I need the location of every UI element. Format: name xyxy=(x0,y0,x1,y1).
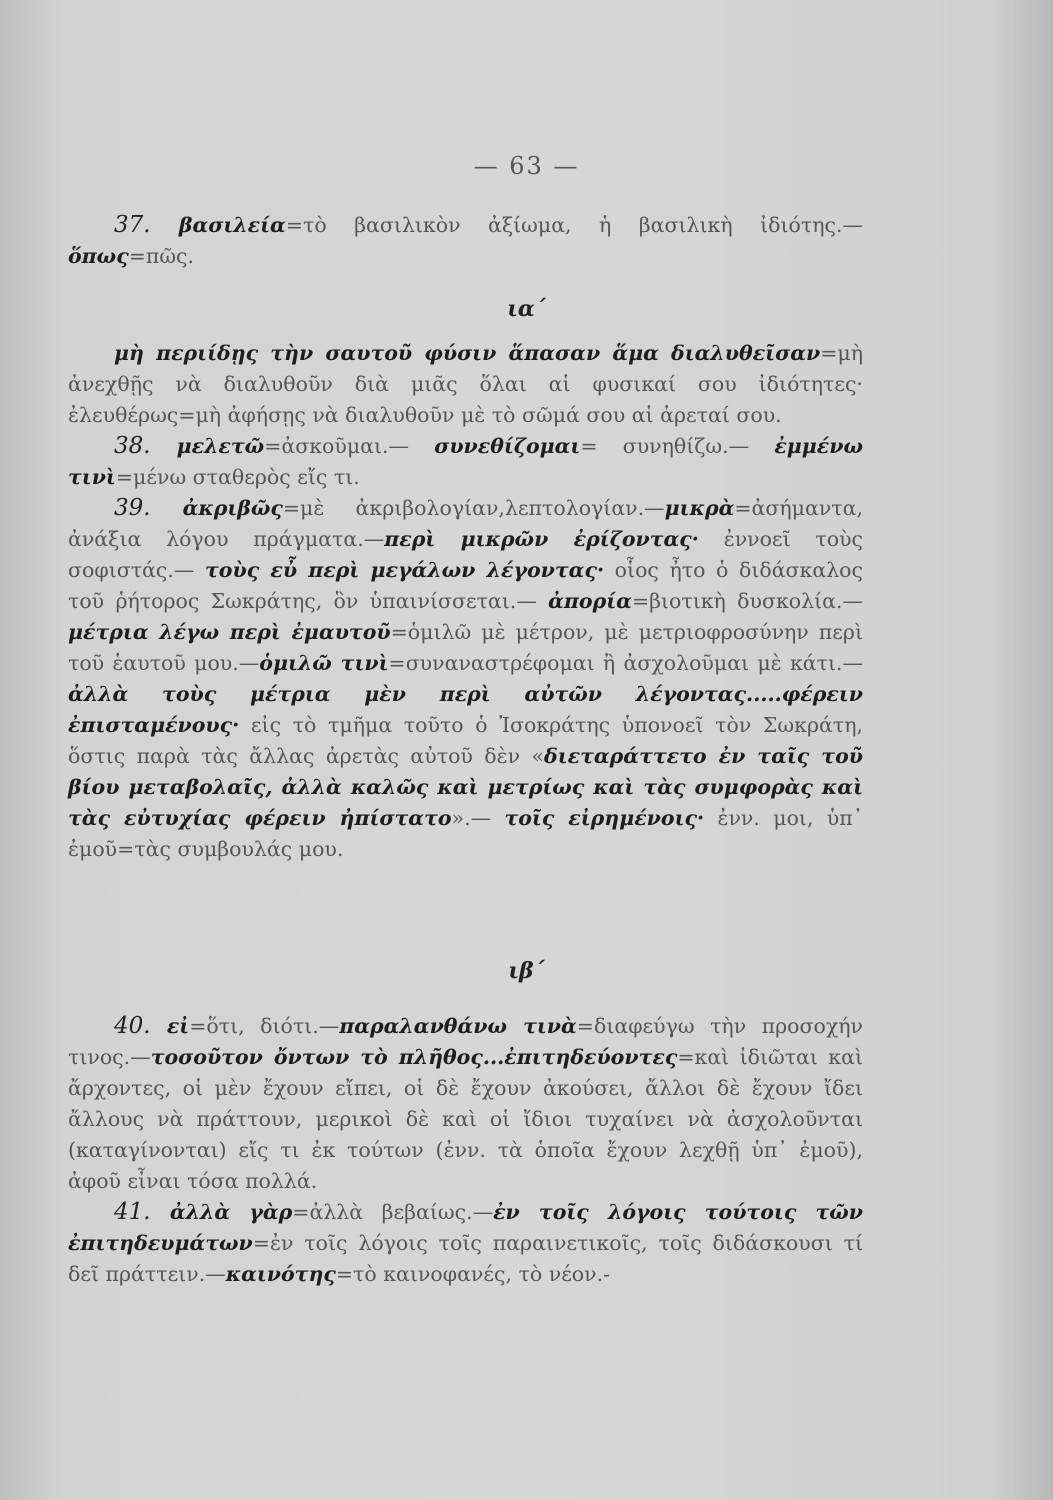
lemma: ἐν τοῖς λόγοις τούτοις τῶν ἐπιτηδευμάτων xyxy=(68,1200,863,1255)
lemma: διεταράττετο ἐν ταῖς τοῦ βίου μεταβολαῖς, ἀλλὰ καλῶς καὶ μετρίως καὶ τὰς συμφορὰς καὶ τὰς εὐτυχίας φέρειν ἠπίστατο xyxy=(68,744,863,830)
lemma: ὅπως xyxy=(68,244,129,268)
page-number: — 63 — xyxy=(473,152,580,180)
gloss: =ἀλλὰ βεβαίως.— xyxy=(292,1200,494,1224)
lemma: ἀλλὰ τοὺς μέτρια μὲν περὶ αὐτῶν λέγοντας.....φέρειν ἐπισταμένους· xyxy=(68,682,863,737)
entry-number: 38. xyxy=(114,433,177,459)
lemma: περὶ μικρῶν ἐρίζοντας· xyxy=(384,527,699,551)
gloss: = συνηθίζω.— xyxy=(580,434,775,458)
lemma: τοὺς εὖ περὶ μεγάλων λέγοντας· xyxy=(205,558,605,582)
gloss: =βιοτικὴ δυσκολία.— xyxy=(631,589,863,613)
lemma: ἀλλὰ γὰρ xyxy=(169,1200,293,1224)
lemma: ὁμιλῶ τινὶ xyxy=(259,651,389,675)
gloss: εἰς τὸ τμῆμα τοῦτο ὁ Ἰσοκράτης ὑπονοεῖ τὸν Σωκράτη, ὅστις παρὰ τὰς ἄλλας ἀρετὰς αὐτοῦ δὲν « xyxy=(68,713,863,768)
gloss: =πῶς. xyxy=(128,244,195,268)
lemma: μέτρια λέγω περὶ ἐμαυτοῦ xyxy=(68,620,391,644)
gloss: ».— xyxy=(451,806,505,830)
gloss: =ὅτι, διότι.— xyxy=(189,1014,340,1038)
entry-number: 41. xyxy=(114,1199,170,1225)
lemma: βασιλεία xyxy=(178,213,286,237)
gloss: =μὲ ἀκριβολογίαν,λεπτολογίαν.— xyxy=(282,496,665,520)
lemma: συνεθίζομαι xyxy=(434,434,581,458)
gloss: =διαφεύγω τὴν προσοχήν τινος.— xyxy=(68,1014,863,1069)
entry-number: 39. xyxy=(114,495,183,521)
lemma: τοσοῦτον ὄντων τὸ πλῆθος...ἐπιτηδεύοντες xyxy=(150,1045,678,1069)
gloss: =μένω σταθερὸς εἴς τι. xyxy=(115,465,360,489)
lemma: ἐμμένω τινὶ xyxy=(68,434,863,489)
paragraph xyxy=(68,1011,863,1197)
gloss: =μὴ ἀνεχθῇς νὰ διαλυθοῦν διὰ μιᾶς ὅλαι αἱ φυσικαί σου ἰδιότητες· ἐλευθέρως=μὴ ἀφήσῃς νὰ διαλυθοῦν μὲ τὸ σῶμά σου αἱ ἀρεταί σου. xyxy=(68,341,863,427)
lemma: ἀπορία xyxy=(548,589,632,613)
paragraph xyxy=(68,493,863,865)
gloss: =τὸ βασιλικὸν ἀξίωμα, ἡ βασιλικὴ ἰδιότης.— xyxy=(285,213,864,237)
gloss: =καὶ ἰδιῶται καὶ ἄρχοντες, οἱ μὲν ἔχουν εἴπει, οἱ δὲ ἔχουν ἀκούσει, ἄλλοι δὲ ἔχουν ἴδει ἄλλους νὰ πράττουν, μερικοὶ δὲ καὶ οἱ ἴδιοι τυχαίνει νὰ ἀσχολοῦνται (καταγίνονται) εἴς τι ἐκ τούτων (ἐνν. τὰ ὁποῖα ἔχουν λεχθῇ ὑπ᾿ ἐμοῦ), ἀφοῦ εἶναι τόσα πολλά. xyxy=(68,1045,863,1193)
text-block-2 xyxy=(68,338,863,865)
gloss: ἐνν. μοι, ὑπ᾿ ἐμοῦ=τὰς συμβουλάς μου. xyxy=(68,806,863,861)
lemma: μὴ περιίδῃς τὴν σαυτοῦ φύσιν ἅπασαν ἅμα διαλυθεῖσαν xyxy=(114,341,821,365)
lemma: καινότης xyxy=(225,1262,336,1286)
paragraph xyxy=(68,1197,863,1290)
gloss: =ἐν τοῖς λόγοις τοῖς παραινετικοῖς, τοῖς διδάσκουσι τί δεῖ πράττειν.— xyxy=(68,1231,863,1286)
gloss: ἐννοεῖ τοὺς σοφιστάς.— xyxy=(68,527,864,582)
lemma: παραλανθάνω τινὰ xyxy=(339,1014,577,1038)
paragraph xyxy=(68,210,863,272)
text-block-3 xyxy=(68,1011,863,1290)
entry-number: 40. xyxy=(114,1013,167,1039)
section-heading-ib: ιβ΄ xyxy=(508,958,545,984)
entry-number: 37. xyxy=(114,212,179,238)
lemma: ἀκριβῶς xyxy=(182,496,283,520)
text-block-1 xyxy=(68,210,863,272)
paragraph xyxy=(68,431,863,493)
lemma: μικρὰ xyxy=(664,496,735,520)
gloss: =ἀσήμαντα, ἀνάξια λόγου πράγματα.— xyxy=(68,496,864,551)
gloss: οἷος ἦτο ὁ διδάσκαλος τοῦ ῥήτορος Σωκράτης, ὃν ὑπαινίσσεται.— xyxy=(68,558,864,613)
lemma: εἰ xyxy=(166,1014,190,1038)
gloss: =ὁμιλῶ μὲ μέτρον, μὲ μετριοφροσύνην περὶ τοῦ ἑαυτοῦ μου.— xyxy=(68,620,863,675)
gloss: =τὸ καινοφανές, τὸ νέον.- xyxy=(335,1262,611,1286)
gloss: =ἀσκοῦμαι.— xyxy=(264,434,435,458)
lemma: τοῖς εἰρημένοις· xyxy=(504,806,705,830)
paragraph xyxy=(68,338,863,431)
lemma: μελετῶ xyxy=(176,434,265,458)
gloss: =συναναστρέφομαι ἢ ἀσχολοῦμαι μὲ κάτι.— xyxy=(388,651,863,675)
section-heading-ia: ια΄ xyxy=(507,296,546,322)
